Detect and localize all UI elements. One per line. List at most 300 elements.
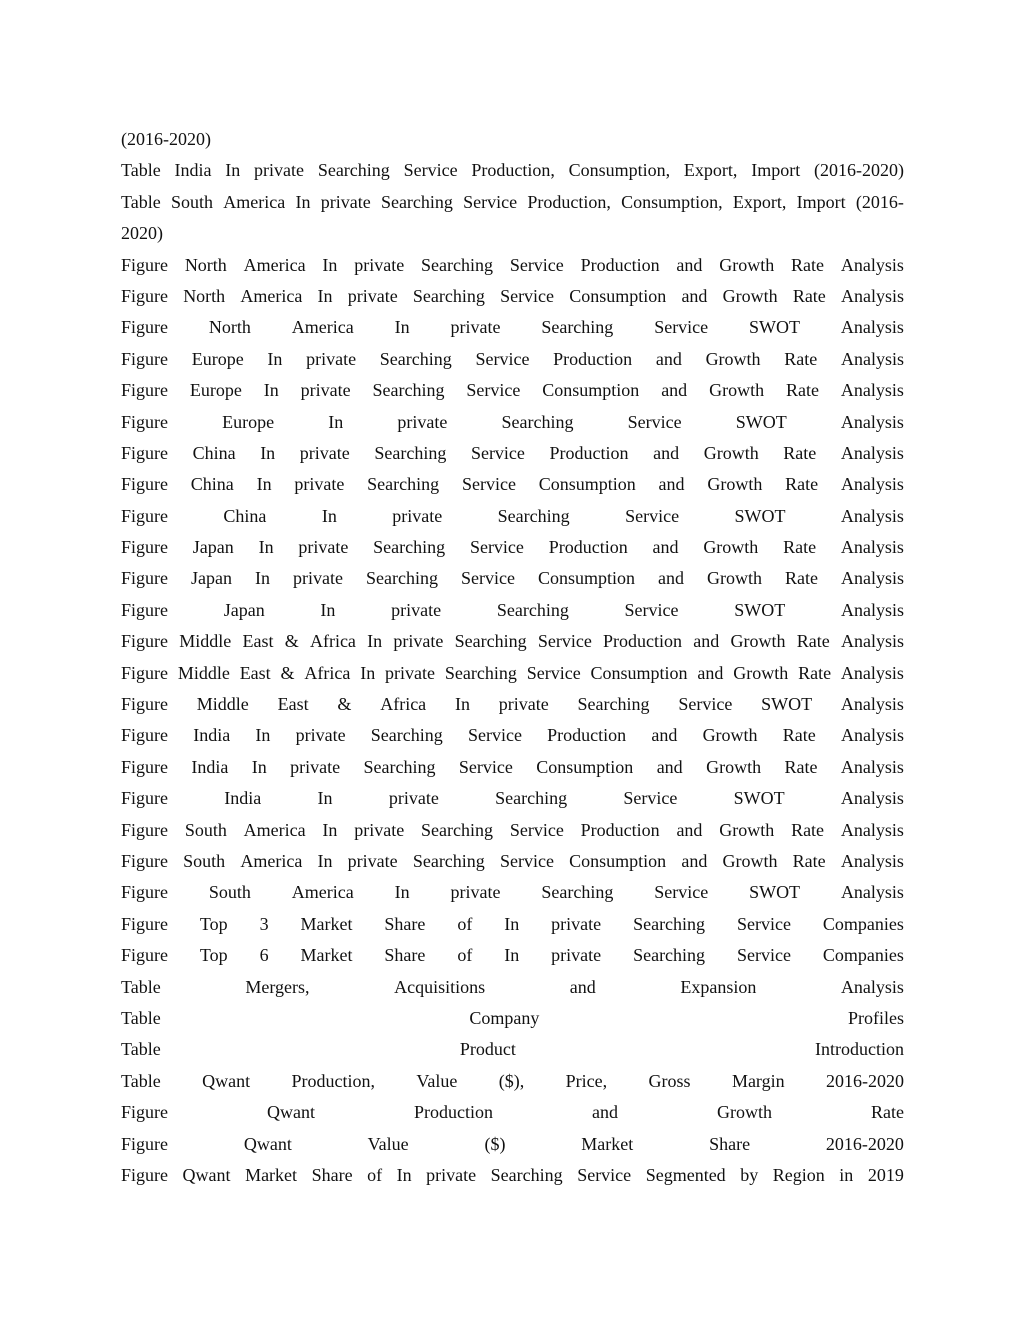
word: private — [388, 788, 439, 809]
word: Searching — [365, 568, 438, 589]
word: Consumption — [569, 850, 667, 871]
word: private — [298, 537, 349, 558]
word: Service — [509, 254, 564, 275]
word: Company — [469, 1007, 540, 1028]
text-line — [121, 375, 904, 406]
word: Table — [121, 191, 161, 212]
word: Service — [623, 788, 678, 809]
word: 3 — [259, 913, 269, 934]
word: In — [322, 819, 338, 840]
word: Searching — [372, 380, 445, 401]
word: private — [498, 694, 549, 715]
word: Top — [199, 913, 228, 934]
word: Service — [537, 631, 592, 652]
text-line — [121, 1160, 904, 1191]
text-line — [121, 752, 904, 783]
word: Rate — [791, 819, 825, 840]
word: ($), — [498, 1070, 525, 1091]
word: In — [394, 317, 410, 338]
text-line — [121, 344, 904, 375]
word: Figure — [121, 1133, 168, 1154]
word: Figure — [121, 819, 168, 840]
word: Rate — [792, 850, 826, 871]
word: In — [317, 850, 333, 871]
word: Service — [577, 1164, 632, 1185]
word: Growth — [707, 474, 763, 495]
word: private — [354, 254, 405, 275]
word: Analysis — [840, 568, 904, 589]
word: In — [320, 599, 336, 620]
word: Consumption, — [568, 160, 671, 181]
word: private — [290, 756, 341, 777]
word: Share — [384, 913, 426, 934]
word: Figure — [121, 411, 168, 432]
word: Japan — [192, 537, 234, 558]
word: Gross — [648, 1070, 691, 1091]
word: Acquisitions — [394, 976, 486, 997]
word: India — [191, 756, 229, 777]
word: Service — [509, 819, 564, 840]
word: Searching — [380, 191, 453, 212]
word: Production — [580, 254, 660, 275]
word: Share — [384, 945, 426, 966]
text-line — [121, 846, 904, 877]
word: India — [224, 788, 262, 809]
word: and — [651, 725, 678, 746]
word: Europe — [189, 380, 242, 401]
word: Production — [580, 819, 660, 840]
word: Production, — [527, 191, 611, 212]
text-line — [121, 658, 904, 689]
word: private — [551, 913, 602, 934]
word: private — [392, 505, 443, 526]
word: Searching — [367, 474, 440, 495]
word: Searching — [497, 505, 570, 526]
word: Profiles — [848, 1007, 904, 1028]
word: in — [839, 1164, 854, 1185]
word: Table — [121, 1039, 161, 1060]
word: of — [457, 945, 473, 966]
word: Analysis — [840, 756, 904, 777]
word: India — [174, 160, 212, 181]
text-line — [121, 940, 904, 971]
word: Production — [548, 537, 628, 558]
word: Growth — [719, 819, 775, 840]
word: SWOT — [733, 788, 785, 809]
word: Figure — [121, 442, 168, 463]
text-line — [121, 815, 904, 846]
word: Production — [553, 348, 633, 369]
word: private — [450, 317, 501, 338]
word: In — [267, 348, 283, 369]
word: Growth — [722, 285, 778, 306]
word: America — [223, 191, 286, 212]
word: Product — [459, 1039, 516, 1060]
word: South — [208, 882, 251, 903]
word: Consumption — [590, 662, 688, 683]
word: SWOT — [761, 694, 813, 715]
word: Production — [547, 725, 627, 746]
word: Searching — [379, 348, 452, 369]
word: Qwant — [202, 1070, 251, 1091]
word: Market — [245, 1164, 298, 1185]
word: America — [240, 285, 303, 306]
text-line — [121, 407, 904, 438]
text-line — [121, 501, 904, 532]
word: Searching — [363, 756, 436, 777]
word: China — [192, 442, 236, 463]
word: Service — [458, 756, 513, 777]
text-line — [121, 1034, 904, 1065]
word: private — [385, 662, 436, 683]
word: South — [184, 819, 227, 840]
text-line — [121, 877, 904, 908]
text-line — [121, 626, 904, 657]
word: Searching — [374, 442, 447, 463]
word: Companies — [822, 913, 904, 934]
word: In — [256, 474, 272, 495]
word: Growth — [730, 631, 786, 652]
word: Searching — [317, 160, 390, 181]
word: of — [367, 1164, 383, 1185]
word: In — [328, 411, 344, 432]
word: Africa — [380, 694, 427, 715]
text-line — [121, 689, 904, 720]
word: Segmented — [645, 1164, 726, 1185]
text-line — [121, 720, 904, 751]
word: Service — [627, 411, 682, 432]
text-line — [121, 1097, 904, 1128]
word: Africa — [304, 662, 351, 683]
word: Searching — [370, 725, 443, 746]
word: Analysis — [840, 788, 904, 809]
word: Rate — [783, 537, 817, 558]
text-line — [121, 438, 904, 469]
word: and — [681, 285, 708, 306]
word: America — [291, 317, 354, 338]
word: Figure — [121, 694, 168, 715]
word: South — [170, 191, 213, 212]
word: Service — [461, 474, 516, 495]
word: Figure — [121, 725, 168, 746]
word: and — [656, 756, 683, 777]
word: & — [284, 631, 299, 652]
word: In — [321, 505, 337, 526]
word: Rate — [785, 474, 819, 495]
word: Growth — [709, 380, 765, 401]
word: Service — [463, 191, 518, 212]
word: East — [239, 662, 271, 683]
word: Service — [475, 348, 530, 369]
word: Expansion — [680, 976, 757, 997]
word: Africa — [309, 631, 356, 652]
word: Growth — [719, 254, 775, 275]
word: Analysis — [840, 348, 904, 369]
word: private — [300, 380, 351, 401]
word: Consumption — [569, 285, 667, 306]
word: Figure — [121, 474, 168, 495]
word: Analysis — [840, 662, 904, 683]
text-line — [121, 187, 904, 218]
text-line — [121, 1066, 904, 1097]
word: Table — [121, 1007, 161, 1028]
word: East — [242, 631, 274, 652]
word: private — [354, 819, 405, 840]
word: Analysis — [840, 442, 904, 463]
word: Analysis — [840, 725, 904, 746]
word: (2016- — [855, 191, 904, 212]
word: 2016-2020 — [826, 1070, 904, 1091]
text-line — [121, 1129, 904, 1160]
text-line — [121, 281, 904, 312]
word: China — [223, 505, 267, 526]
word: Production, — [471, 160, 555, 181]
word: Searching — [444, 662, 517, 683]
word: Searching — [541, 882, 614, 903]
word: Analysis — [840, 882, 904, 903]
word: Growth — [703, 442, 759, 463]
word: Value — [367, 1133, 409, 1154]
text-line — [121, 250, 904, 281]
word: In — [258, 537, 274, 558]
word: Figure — [121, 505, 168, 526]
word: private — [294, 474, 345, 495]
word: and — [655, 348, 682, 369]
word: In — [295, 191, 311, 212]
text-line — [121, 783, 904, 814]
word: Figure — [121, 568, 168, 589]
word: Growth — [702, 725, 758, 746]
word: Rate — [782, 725, 816, 746]
word: North — [184, 254, 227, 275]
word: China — [190, 474, 234, 495]
word: Consumption — [537, 568, 635, 589]
word: South — [183, 850, 226, 871]
word: Searching — [495, 788, 568, 809]
word: Service — [526, 662, 581, 683]
word: Service — [624, 599, 679, 620]
word: Import — [796, 191, 846, 212]
text-line: 2020) — [121, 223, 163, 244]
word: (2016-2020) — [813, 160, 904, 181]
word: private — [292, 568, 343, 589]
word: Searching — [412, 285, 485, 306]
word: Market — [581, 1133, 634, 1154]
text-line — [121, 972, 904, 1003]
word: Growth — [705, 348, 761, 369]
word: Service — [467, 725, 522, 746]
word: Production — [549, 442, 629, 463]
word: Searching — [421, 254, 493, 275]
word: Region — [772, 1164, 825, 1185]
word: Analysis — [840, 599, 904, 620]
word: Production — [414, 1102, 493, 1123]
word: Middle — [177, 662, 230, 683]
word: Companies — [822, 945, 904, 966]
word: Margin — [731, 1070, 785, 1091]
word: 2019 — [867, 1164, 904, 1185]
word: America — [243, 819, 306, 840]
word: & — [280, 662, 295, 683]
word: Figure — [121, 631, 168, 652]
word: Service — [403, 160, 458, 181]
word: Service — [654, 882, 709, 903]
word: of — [457, 913, 473, 934]
word: SWOT — [749, 317, 801, 338]
word: Qwant — [243, 1133, 292, 1154]
word: Rate — [791, 254, 825, 275]
word: Service — [678, 694, 733, 715]
document-body — [121, 124, 904, 1191]
word: Searching — [633, 945, 706, 966]
word: Figure — [121, 317, 168, 338]
word: Qwant — [182, 1164, 231, 1185]
word: Searching — [501, 411, 574, 432]
word: private — [295, 725, 346, 746]
text-line — [121, 563, 904, 594]
word: private — [397, 411, 448, 432]
word: Production — [603, 631, 683, 652]
word: In — [263, 380, 279, 401]
word: Production, — [291, 1070, 375, 1091]
word: Searching — [490, 1164, 563, 1185]
word: In — [260, 442, 276, 463]
word: Analysis — [841, 285, 904, 306]
word: America — [243, 254, 306, 275]
word: In — [251, 756, 267, 777]
word: Growth — [703, 537, 759, 558]
word: SWOT — [735, 411, 787, 432]
word: and — [658, 474, 685, 495]
word: Service — [499, 850, 554, 871]
word: Growth — [717, 1102, 772, 1123]
word: and — [569, 976, 596, 997]
word: In — [454, 694, 470, 715]
text-line — [121, 1003, 904, 1034]
word: SWOT — [734, 599, 786, 620]
word: Consumption — [542, 380, 640, 401]
word: Growth — [706, 568, 762, 589]
word: Rate — [785, 380, 819, 401]
word: Service — [470, 442, 525, 463]
word: Analysis — [840, 819, 904, 840]
word: private — [426, 1164, 477, 1185]
word: Figure — [121, 380, 168, 401]
word: Figure — [121, 1164, 168, 1185]
word: Market — [300, 913, 353, 934]
word: Searching — [412, 850, 485, 871]
word: ($) — [484, 1133, 506, 1154]
word: and — [653, 442, 680, 463]
word: Service — [736, 913, 791, 934]
word: Figure — [121, 756, 168, 777]
word: private — [347, 850, 398, 871]
word: In — [317, 285, 333, 306]
word: and — [652, 537, 679, 558]
word: Analysis — [840, 850, 904, 871]
word: and — [693, 631, 720, 652]
word: In — [360, 662, 376, 683]
word: Service — [625, 505, 680, 526]
word: Figure — [121, 599, 168, 620]
word: private — [391, 599, 442, 620]
word: Import — [751, 160, 801, 181]
word: Searching — [421, 819, 494, 840]
word: Rate — [783, 442, 817, 463]
word: private — [393, 631, 444, 652]
word: Share — [709, 1133, 751, 1154]
word: Service — [469, 537, 524, 558]
word: and — [681, 850, 708, 871]
word: Growth — [706, 756, 762, 777]
word: SWOT — [734, 505, 786, 526]
word: Service — [736, 945, 791, 966]
word: Export, — [683, 160, 738, 181]
word: Middle — [196, 694, 249, 715]
word: Market — [300, 945, 353, 966]
word: Figure — [121, 662, 168, 683]
word: Figure — [121, 850, 168, 871]
word: Rate — [871, 1102, 904, 1123]
word: Searching — [633, 913, 706, 934]
word: Consumption — [538, 474, 636, 495]
word: Figure — [121, 882, 168, 903]
word: Rate — [784, 568, 818, 589]
word: Analysis — [840, 631, 904, 652]
word: Rate — [784, 348, 818, 369]
word: Consumption — [536, 756, 634, 777]
word: SWOT — [749, 882, 801, 903]
word: Europe — [191, 348, 244, 369]
word: Rate — [792, 285, 826, 306]
word: In — [317, 788, 333, 809]
word: Mergers, — [245, 976, 310, 997]
word: In — [504, 913, 520, 934]
text-line — [121, 469, 904, 500]
word: private — [450, 882, 501, 903]
word: and — [661, 380, 688, 401]
word: Top — [199, 945, 228, 966]
word: In — [367, 631, 383, 652]
text-line — [121, 532, 904, 563]
word: India — [193, 725, 231, 746]
word: Searching — [496, 599, 569, 620]
text-line — [121, 595, 904, 626]
word: Service — [460, 568, 515, 589]
word: Share — [311, 1164, 353, 1185]
word: Rate — [796, 631, 830, 652]
word: Analysis — [840, 254, 904, 275]
word: private — [320, 191, 371, 212]
word: Analysis — [840, 411, 904, 432]
word: In — [254, 568, 270, 589]
word: and — [676, 254, 703, 275]
word: and — [592, 1102, 618, 1123]
word: Export, — [732, 191, 787, 212]
word: Figure — [121, 348, 168, 369]
text-line: (2016-2020) — [121, 129, 211, 149]
word: Table — [121, 160, 161, 181]
word: Searching — [577, 694, 650, 715]
word: private — [254, 160, 305, 181]
word: by — [740, 1164, 759, 1185]
word: Analysis — [840, 976, 904, 997]
word: private — [551, 945, 602, 966]
word: Figure — [121, 1102, 168, 1123]
word: Analysis — [840, 474, 904, 495]
word: Figure — [121, 285, 168, 306]
word: Qwant — [267, 1102, 315, 1123]
